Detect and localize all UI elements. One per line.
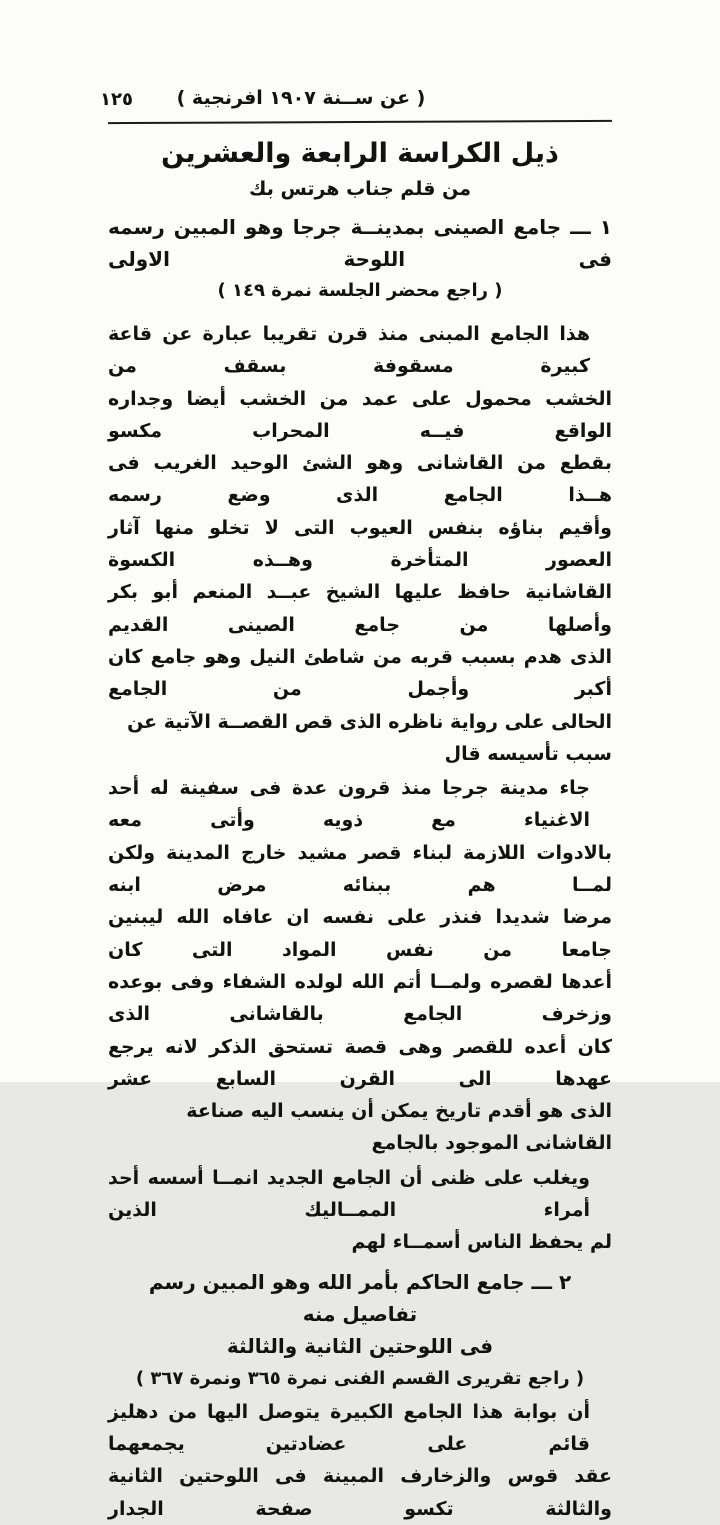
section-2-reference: ( راجع تقريرى القسم الفنى نمرة ٣٦٥ ونمرة ٣٦٧ ): [135, 1367, 585, 1389]
header-note: ( عن ســنة ١٩٠٧ افرنجية ): [176, 87, 426, 109]
section-1-paragraph-1: [108, 318, 612, 770]
paragraph-line: أن بوابة هذا الجامع الكبيرة يتوصل اليها من دهليز قائم على عضادتين يجمعهما: [108, 1400, 590, 1455]
section-1-heading: ١ ـــ جامع الصينى بمدينــة جرجا وهو المبين رسمه فى اللوحة الاولى: [108, 215, 612, 271]
paragraph-line: بالادوات اللازمة لبناء قصر مشيد خارج المدينة ولكن لمــا هم ببنائه مرض ابنه: [108, 841, 612, 897]
paragraph-line: بقطع من القاشانى وهو الشئ الوحيد الغريب فى هــذا الجامع الذى وضع رسمه: [108, 452, 612, 507]
page-title: ذيل الكراسة الرابعة والعشرين: [161, 138, 559, 169]
page-number: ١٢٥: [100, 89, 133, 110]
byline: من قلم جناب هرتس بك: [249, 178, 471, 200]
paragraph-line: القاشانية حافظ عليها الشيخ عبــد المنعم أبو بكر وأصلها من جامع الصينى القديم: [108, 581, 612, 636]
section-1-reference: ( راجع محضر الجلسة نمرة ١٤٩ ): [217, 280, 503, 301]
paragraph-line: لم يحفظ الناس أسمــاء لهم: [351, 1231, 612, 1254]
paragraph-line: ويغلب على ظنى أن الجامع الجديد انمــا أسسه أحد أمراء الممــاليك الذين: [108, 1166, 590, 1222]
section-1-paragraph-3: [108, 1162, 612, 1259]
paragraph-line: كان أعده للقصر وهى قصة تستحق الذكر لانه يرجع عهدها الى القرن السابع عشر: [108, 1035, 612, 1090]
paragraph-line: الذى هو أقدم تاريخ يمكن أن ينسب اليه صناعة القاشانى الموجود بالجامع: [186, 1100, 612, 1155]
page-header: [100, 84, 612, 114]
header-divider-rule: [108, 120, 612, 124]
paragraph-line: جاء مدينة جرجا منذ قرون عدة فى سفينة له أحد الاغنياء مع ذويه وأتى معه: [108, 777, 590, 832]
section-1-paragraph-2: [108, 772, 612, 1160]
paragraph-line: هذا الجامع المبنى منذ قرن تقريبا عبارة عن قاعة كبيرة مسقوفة بسقف من: [108, 323, 590, 378]
section-2-heading-line-2: فى اللوحتين الثانية والثالثة: [226, 1333, 494, 1358]
paragraph-line: الخشب محمول على عمد من الخشب أيضا وجداره الواقع فيــه المحراب مكسو: [108, 387, 612, 442]
paragraph-line: مرضا شديدا فنذر على نفسه ان عافاه الله ليبنين جامعا من نفس المواد التى كان: [108, 906, 612, 961]
section-2-heading: ٢ ـــ جامع الحاكم بأمر الله وهو المبين رسم تفاصيل منه: [148, 1269, 572, 1326]
paragraph-line: وأقيم بناؤه بنفس العيوب التى لا تخلو منها آثار العصور المتأخرة وهــذه الكسوة: [108, 516, 612, 572]
paragraph-line: الذى هدم بسبب قربه من شاطئ النيل وهو جامع كان أكبر وأجمل من الجامع: [108, 645, 612, 701]
page-content: [100, 84, 612, 1525]
paragraph-line: الحالى على رواية ناظره الذى قص القصــة الآتية عن سبب تأسيسه قال: [127, 710, 612, 765]
paragraph-line: عقد قوس والزخارف المبينة فى اللوحتين الثانية والثالثة تكسو صفحة الجدار: [108, 1465, 612, 1520]
section-2-paragraph-1: [108, 1396, 612, 1525]
paragraph-line: أعدها لقصره ولمــا أتم الله لولده الشفاء وفى بوعده وزخرف الجامع بالقاشانى الذى: [108, 970, 612, 1026]
